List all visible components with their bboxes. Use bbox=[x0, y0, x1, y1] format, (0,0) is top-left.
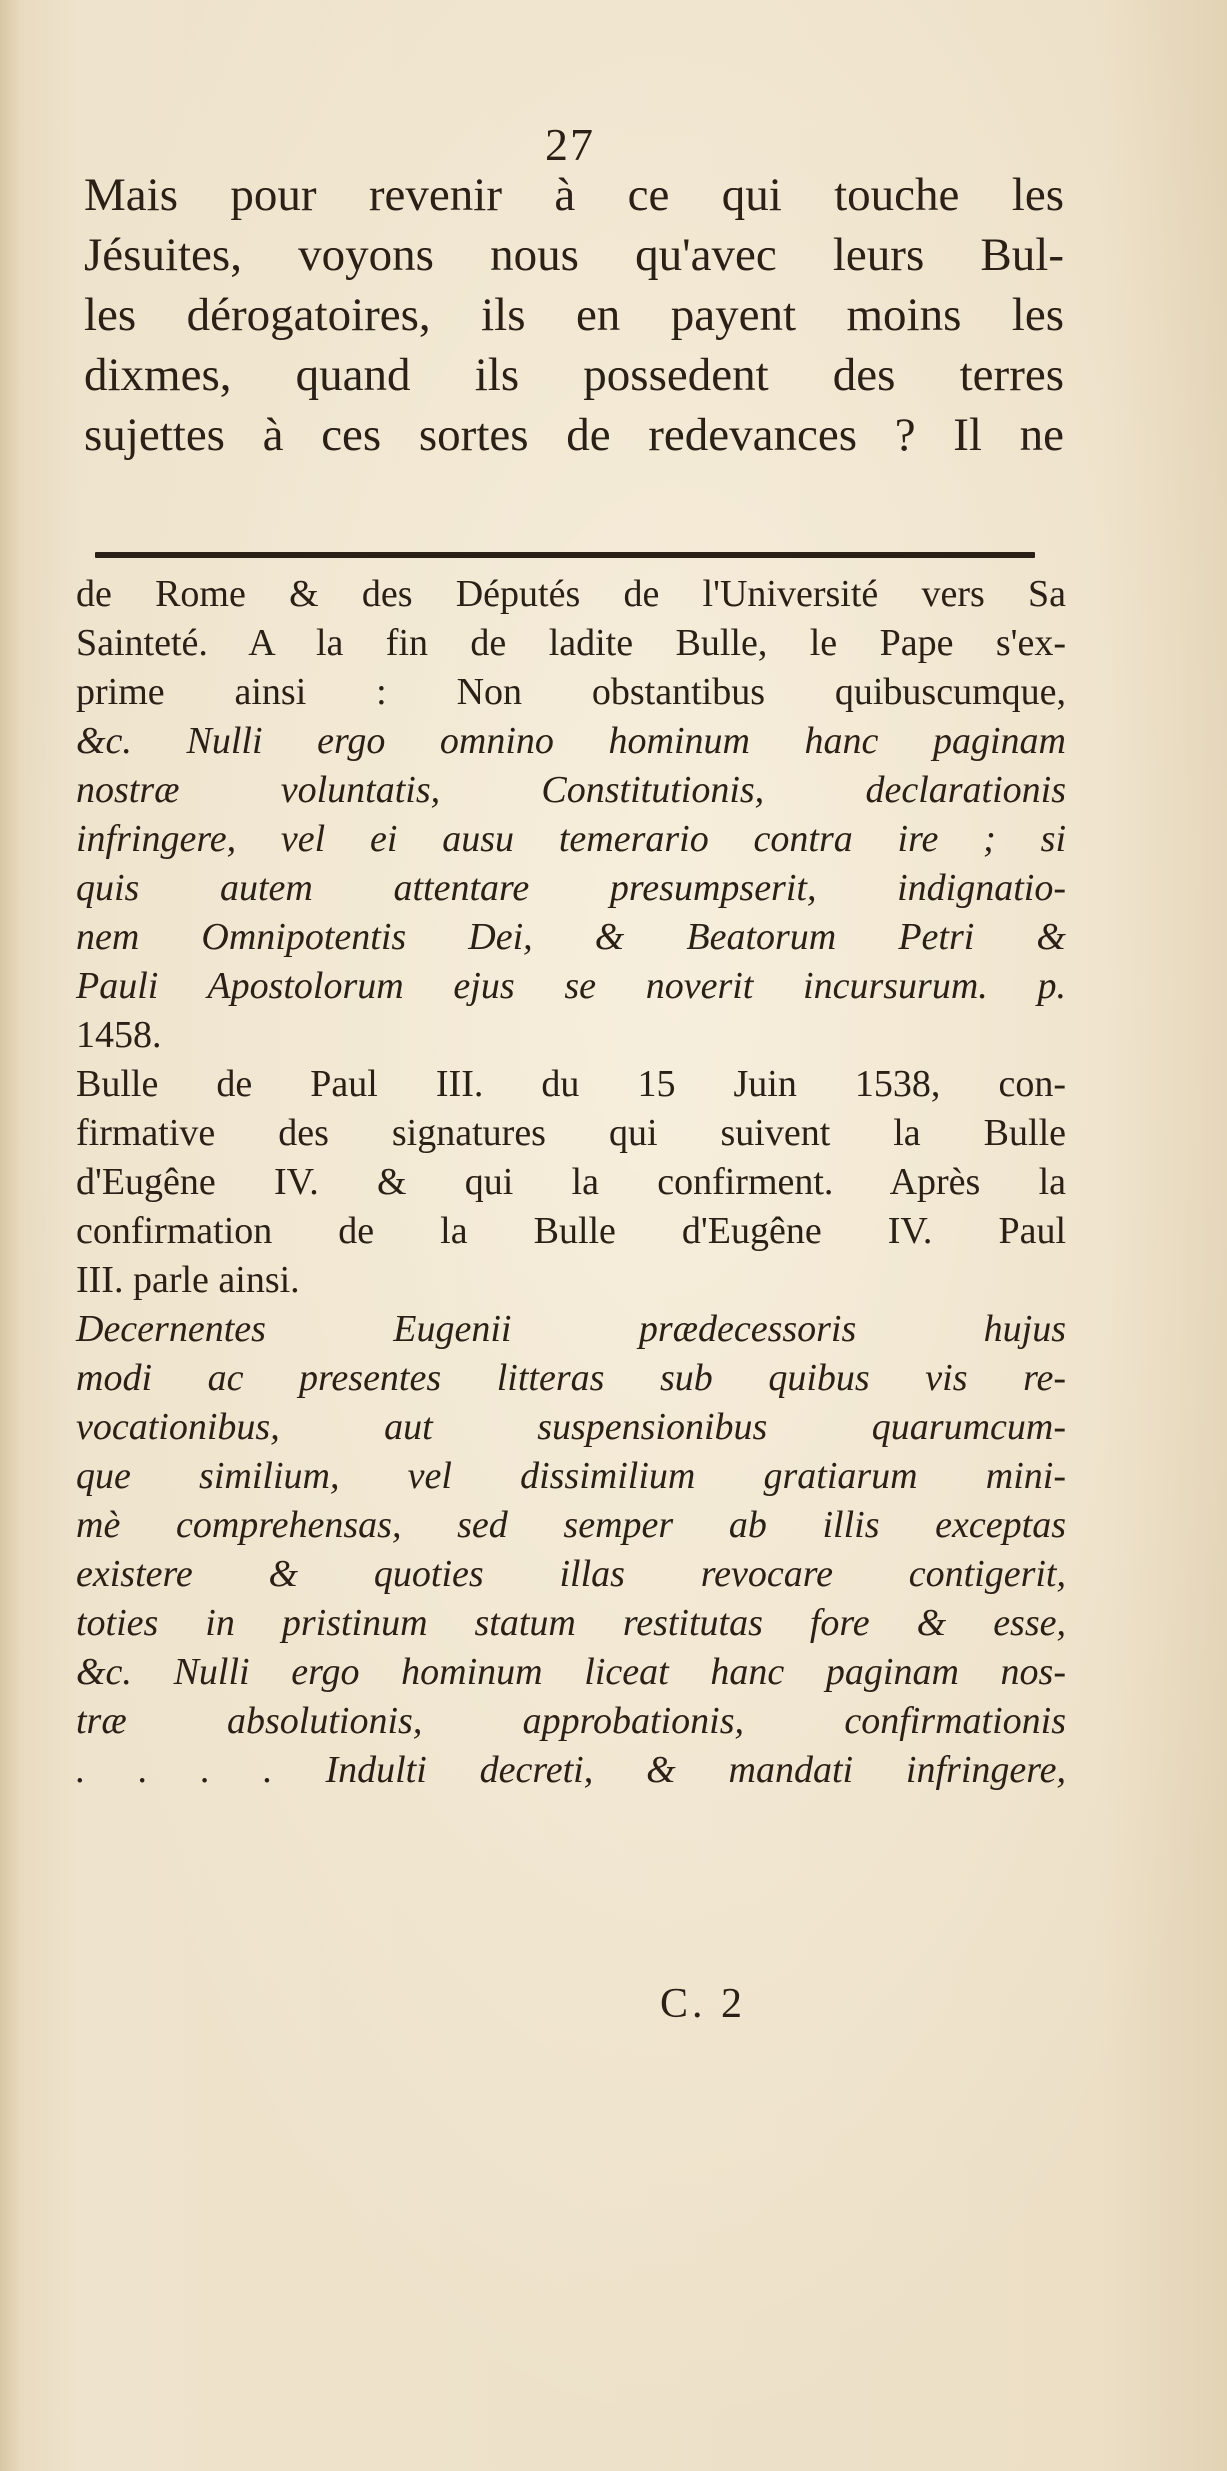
footnote-line: &c. Nulli ergo omnino hominum hanc paginam bbox=[76, 720, 1066, 762]
footnote-line: modi ac presentes litteras sub quibus vis re- bbox=[76, 1357, 1066, 1399]
footnote-line: Bulle de Paul III. du 15 Juin 1538, con- bbox=[76, 1063, 1066, 1105]
footnote-line: de Rome & des Députés de l'Université vers Sa bbox=[76, 573, 1066, 615]
main-text-line: les dérogatoires, ils en payent moins les bbox=[84, 289, 1064, 341]
footnote-line: . . . . Indulti decreti, & mandati infringere, bbox=[76, 1749, 1066, 1791]
footnote-line: existere & quoties illas revocare contigerit, bbox=[76, 1553, 1066, 1595]
footnote-line: 1458. bbox=[76, 1014, 162, 1056]
footnote-line: vocationibus, aut suspensionibus quarumcum- bbox=[76, 1406, 1066, 1448]
footnote-line: mè comprehensas, sed semper ab illis exceptas bbox=[76, 1504, 1066, 1546]
main-text-line: dixmes, quand ils possedent des terres bbox=[84, 349, 1064, 401]
footnote-line: que similium, vel dissimilium gratiarum mini- bbox=[76, 1455, 1066, 1497]
footnote-line: infringere, vel ei ausu temerario contra ire ; si bbox=[76, 818, 1066, 860]
footnote-line: &c. Nulli ergo hominum liceat hanc paginam nos- bbox=[76, 1651, 1066, 1693]
footnote-line: Decernentes Eugenii prædecessoris hujus bbox=[76, 1308, 1066, 1350]
page-number: 27 bbox=[545, 119, 595, 170]
main-text-line: sujettes à ces sortes de redevances ? Il ne bbox=[84, 409, 1064, 461]
footnote-line: d'Eugêne IV. & qui la confirment. Après la bbox=[76, 1161, 1066, 1203]
footnote-line: III. parle ainsi. bbox=[76, 1259, 300, 1301]
footnote-line: prime ainsi : Non obstantibus quibuscumque, bbox=[76, 671, 1066, 713]
main-text-line: Mais pour revenir à ce qui touche les bbox=[84, 169, 1064, 221]
footnote-line: nem Omnipotentis Dei, & Beatorum Petri & bbox=[76, 916, 1066, 958]
footnote-line: firmative des signatures qui suivent la Bulle bbox=[76, 1112, 1066, 1154]
main-text-line: Jésuites, voyons nous qu'avec leurs Bul- bbox=[84, 229, 1064, 281]
printer-signature-mark: C. 2 bbox=[660, 1981, 747, 2027]
footnote-block bbox=[76, 570, 1066, 1795]
footnote-line: quis autem attentare presumpserit, indignatio- bbox=[76, 867, 1066, 909]
footnote-line: Sainteté. A la fin de ladite Bulle, le Pape s'ex- bbox=[76, 622, 1066, 664]
footnote-separator-rule bbox=[95, 552, 1035, 558]
footnote-line: træ absolutionis, approbationis, confirmationis bbox=[76, 1700, 1066, 1742]
footnote-line: confirmation de la Bulle d'Eugêne IV. Paul bbox=[76, 1210, 1066, 1252]
footnote-line: Pauli Apostolorum ejus se noverit incursurum. p. bbox=[76, 965, 1066, 1007]
footnote-line: toties in pristinum statum restitutas fore & esse, bbox=[76, 1602, 1066, 1644]
footnote-line: nostræ voluntatis, Constitutionis, declarationis bbox=[76, 769, 1066, 811]
main-text-block bbox=[84, 165, 1064, 465]
